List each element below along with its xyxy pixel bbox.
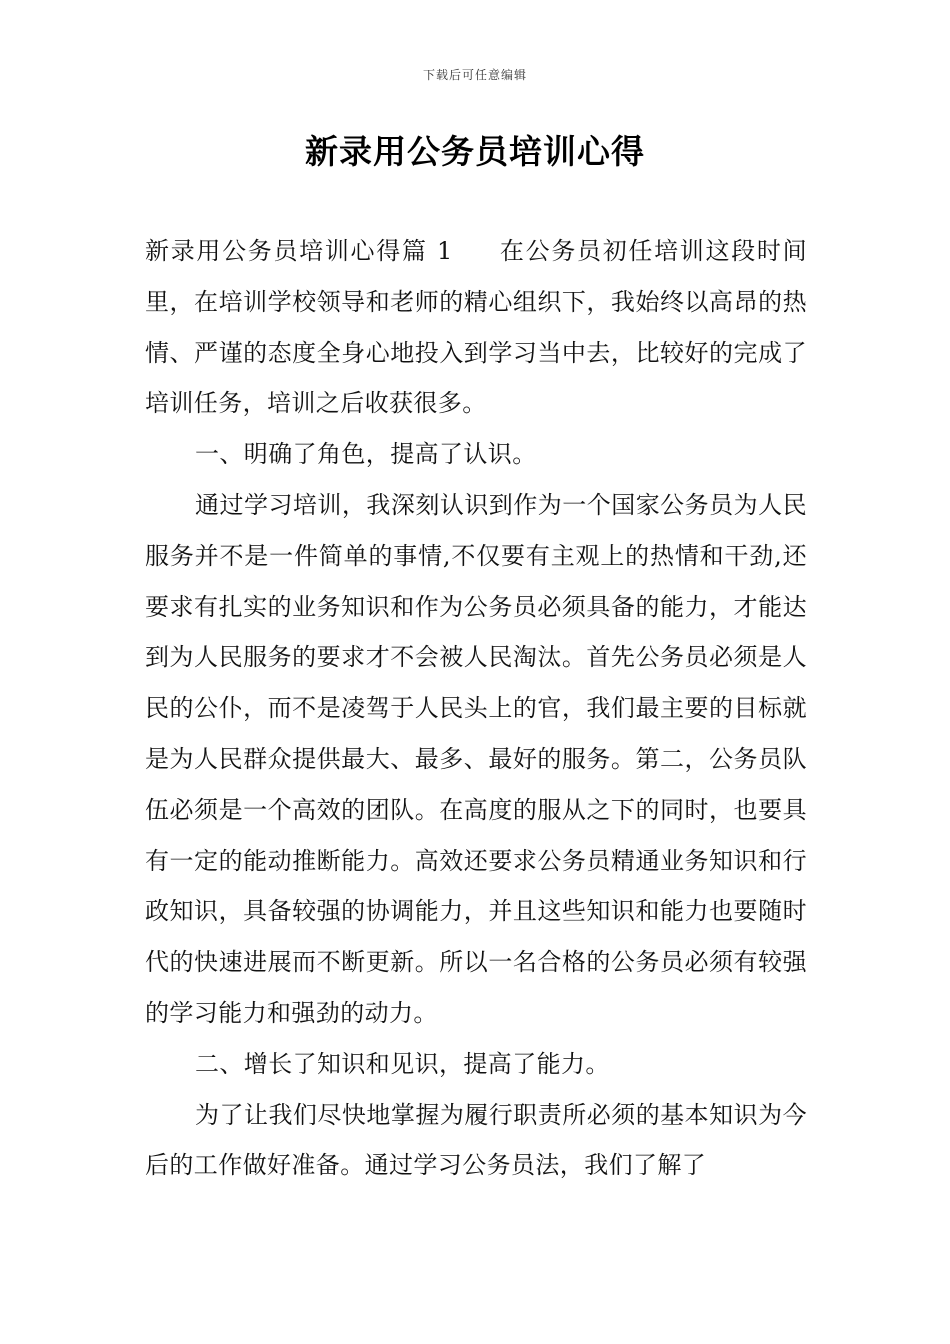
intro-lead: 新录用公务员培训心得篇 1 (145, 237, 453, 265)
intro-text: 在公务员初任培训这段时间里，在培训学校领导和老师的精心组织下，我始终以高昂的热情、严谨的态度全身心地投入到学习当中去，比较好的完成了培训任务，培训之后收获很多。 (145, 237, 807, 418)
document-body (145, 226, 807, 1191)
body-paragraph-1: 通过学习培训，我深刻认识到作为一个国家公务员为人民服务并不是一件简单的事情,不仅要有主观上的热情和干劲,还要求有扎实的业务知识和作为公务员必须具备的能力，才能达到为人民服务的要求才不会被人民淘汰。首先公务员必须是人民的公仆，而不是凌驾于人民头上的官，我们最主要的目标就是为人民群众提供最大、最多、最好的服务。第二，公务员队伍必须是一个高效的团队。在高度的服从之下的同时，也要具有一定的能动推断能力。高效还要求公务员精通业务知识和行政知识，具备较强的协调能力，并且这些知识和能力也要随时代的快速进展而不断更新。所以一名合格的公务员必须有较强的学习能力和强劲的动力。 (145, 490, 807, 1027)
section-heading-2: 二、增长了知识和见识，提高了能力。 (195, 1049, 610, 1078)
body-paragraph-2: 为了让我们尽快地掌握为履行职责所必须的基本知识为今后的工作做好准备。通过学习公务员法，我们了解了 (145, 1100, 807, 1180)
section-heading-1: 一、明确了角色，提高了认识。 (195, 440, 537, 469)
document-title: 新录用公务员培训心得 (305, 132, 645, 171)
intro-paragraph (145, 226, 807, 429)
header-note: 下载后可任意编辑 (422, 68, 527, 82)
